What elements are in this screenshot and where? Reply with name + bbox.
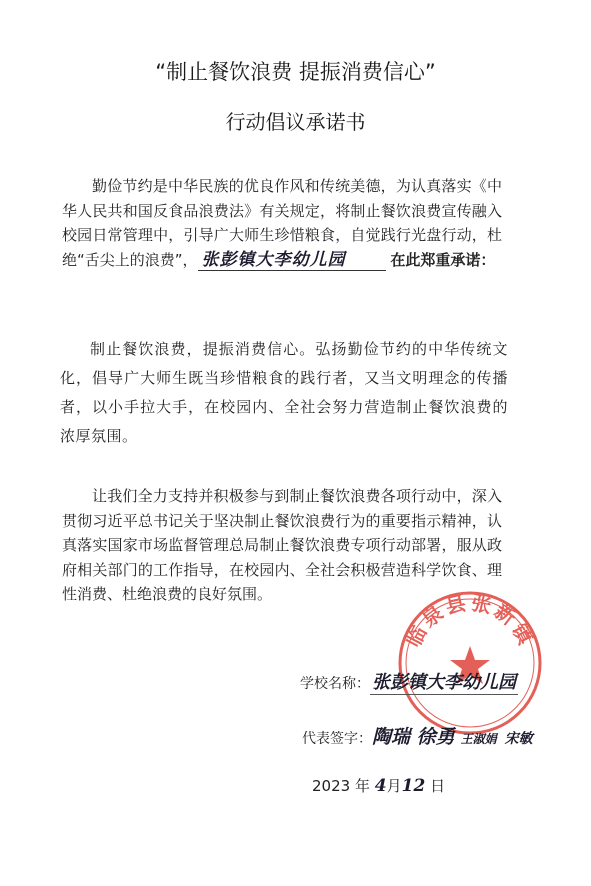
date-year: 2023 xyxy=(312,777,351,795)
intro-commitment-text: 在此郑重承诺： xyxy=(390,250,496,269)
official-seal-stamp xyxy=(395,588,545,738)
date-month-suffix: 月 xyxy=(386,777,402,795)
handwritten-month: 4 xyxy=(374,776,387,796)
handwritten-signature-1: 陶瑞 徐勇 xyxy=(372,726,455,748)
school-name-label: 学校名称： xyxy=(300,676,370,692)
paragraph-commitment-1: 制止餐饮浪费，提振消费信心。弘扬勤俭节约的中华传统文化，倡导广大师生既当珍惜粮食的践行者，又当文明理念的传播者，以小手拉大手，在校园内、全社会努力营造制止餐饮浪费的浓厚氛围。 xyxy=(60,340,508,445)
intro-text: 勤俭节约是中华民族的优良作风和传统美德，为认真落实《中华人民共和国反食品浪费法》有关规定，将制止餐饮浪费宣传融入校园日常管理中，引导广大师生珍惜粮食，自觉践行光盘行动，杜绝“舌尖上的浪费”， xyxy=(62,177,502,269)
representative-signature-row xyxy=(302,722,533,749)
representative-label: 代表签字： xyxy=(302,731,372,747)
school-name-row xyxy=(300,668,518,695)
document-title: “制止餐饮浪费 提振消费信心” xyxy=(155,60,436,84)
school-name-field xyxy=(370,668,518,695)
date-row xyxy=(312,775,445,796)
handwritten-signature-2: 王淑娟 xyxy=(460,732,497,746)
handwritten-school-name: 张彭镇大李幼儿园 xyxy=(372,672,516,693)
date-year-suffix: 年 xyxy=(354,777,370,795)
handwritten-signature-3: 宋敏 xyxy=(504,731,533,747)
document-subtitle: 行动倡议承诺书 xyxy=(225,110,366,134)
kindergarten-name-field xyxy=(198,250,386,271)
handwritten-day: 12 xyxy=(401,776,426,796)
paragraph-commitment-2: 让我们全力支持并积极参与到制止餐饮浪费各项行动中，深入贯彻习近平总书记关于坚决制止餐饮浪费行为的重要指示精神，认真落实国家市场监督管理总局制止餐饮浪费专项行动部署，服从政府相关部门的工作指导，在校园内、全社会积极营造科学饮食、理性消费、杜绝浪费的良好氛围。 xyxy=(62,487,502,603)
handwritten-kindergarten-name: 张彭镇大李幼儿园 xyxy=(201,249,346,270)
seal-text: 临泉县张新镇 xyxy=(400,590,540,651)
date-day-suffix: 日 xyxy=(430,777,446,795)
paragraph-intro xyxy=(62,174,502,272)
